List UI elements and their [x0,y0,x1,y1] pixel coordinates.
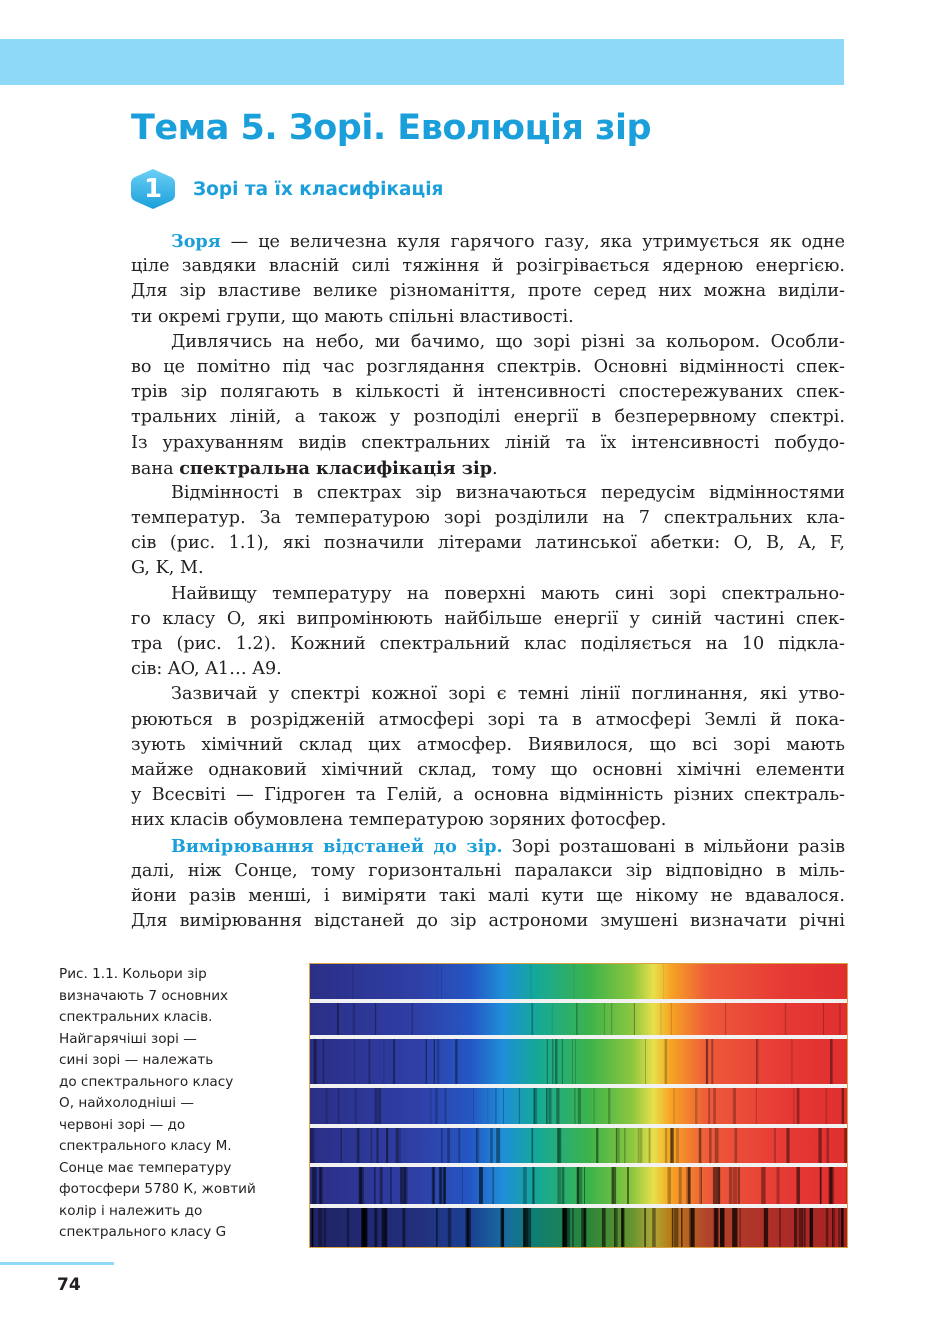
absorption-line [552,1039,554,1084]
text-line: Зазвичай у спектрі кожної зорі є темні лінії поглинання, які утво- [171,684,845,705]
absorption-line [400,1128,401,1163]
absorption-line [435,1088,438,1124]
absorption-line [713,1167,717,1204]
absorption-line [638,1128,640,1163]
absorption-line [734,1128,737,1163]
absorption-line [338,1088,340,1124]
text-line: Найвищу температуру на поверхні мають сині зорі спектрально- [171,583,845,604]
text-line: сів: AO, A1… A9. [131,659,282,680]
absorption-line [576,1003,577,1035]
absorption-line [733,1167,738,1204]
absorption-line [596,1128,598,1163]
absorption-line [649,1128,651,1163]
body-text [131,229,845,934]
absorption-line [434,1039,435,1084]
absorption-line [430,1088,432,1124]
absorption-line [604,1003,605,1035]
absorption-line [523,1167,527,1204]
absorption-line [493,1167,494,1204]
absorption-line [442,1128,443,1163]
top-color-band [0,39,844,85]
absorption-line [612,1167,614,1204]
absorption-line [709,1128,711,1163]
caption-line: сині зорі — належать [59,1052,214,1068]
bottom-rule [0,1262,114,1265]
absorption-line [608,1088,610,1124]
term-distance-measurement: Вимірювання відстаней до зір. [171,835,503,857]
absorption-line [577,1167,579,1204]
text-line: зують хімічний склад цих атмосфер. Виявилося, що всі зорі мають [131,734,845,755]
absorption-line [380,1167,382,1204]
section-number: 1 [143,174,163,204]
section-heading [130,167,443,211]
caption-line: спектрального класу M. [59,1138,232,1154]
absorption-line [774,1128,776,1163]
absorption-line [356,1088,357,1124]
absorption-line [707,1039,708,1084]
absorption-line [820,1167,821,1204]
text-line [131,456,845,481]
absorption-line [572,1039,573,1084]
absorption-line [627,1167,629,1204]
absorption-line [761,1167,765,1204]
absorption-line [830,1039,833,1084]
absorption-line [634,1003,635,1035]
spectrum-separator [310,1035,847,1039]
absorption-line [574,1088,575,1124]
absorption-line [688,1167,691,1204]
text-line: температур. За температурою зорі розділили на 7 спектральних кла- [131,508,845,529]
absorption-line [531,964,532,999]
absorption-line [663,964,664,999]
absorption-line [699,1167,701,1204]
absorption-line [341,1128,343,1163]
absorption-line [616,1128,620,1163]
text-line: ціле завдяки власній силі тяжіння й розігрівається ядерною енергією. [131,256,845,277]
text-line: Для вимірювання відстаней до зір астрономи змушені визначати річні [131,911,845,932]
absorption-line [496,1128,500,1163]
absorption-line [787,1128,789,1163]
text-line: Із урахуванням видів спектральних ліній та їх інтенсивності побудо- [131,432,845,453]
text-line: трів зір полягають в кількості й інтенсивності спостережуваних спек- [131,382,845,403]
absorption-line [560,1128,562,1163]
absorption-line [503,1088,504,1124]
absorption-line [584,1167,585,1204]
absorption-line [645,1039,646,1084]
text-line: Для зір властиве велике різноманіття, проте серед них можна виділи- [131,281,845,302]
absorption-line [353,1003,355,1035]
absorption-line [371,1128,373,1163]
absorption-line [578,1088,581,1124]
absorption-line [378,1088,381,1124]
absorption-line [383,1039,384,1084]
absorption-line [661,1003,662,1035]
absorption-line [495,1088,496,1124]
absorption-line [532,1167,534,1204]
absorption-line [437,1039,439,1084]
stellar-spectra-figure [309,963,848,1248]
absorption-line [473,1088,474,1124]
absorption-line [447,1128,450,1163]
absorption-line [519,1088,520,1124]
absorption-line [823,1003,824,1035]
absorption-line [547,1039,548,1084]
text-span: Зорі розташовані в мільйони разів [502,836,845,857]
spectrum-separator [310,1204,847,1208]
absorption-line [715,1128,719,1163]
spectrum-separator [310,1084,847,1088]
absorption-line [532,1128,534,1163]
absorption-line [400,1167,402,1204]
absorption-line [665,1128,667,1163]
absorption-line [426,1039,428,1084]
absorption-line [699,1128,702,1163]
absorption-line [725,1003,726,1035]
absorption-line [312,1128,315,1163]
absorption-line [458,1128,460,1163]
absorption-line [440,1167,441,1204]
caption-line: спектрального класу G [59,1224,227,1240]
caption-line: Найгарячіші зорі — [59,1030,197,1047]
absorption-line [826,1128,829,1163]
absorption-line [396,1128,400,1163]
absorption-line [375,1088,378,1124]
absorption-line [323,1039,324,1084]
bold-term: спектральна класифікація зір [179,457,492,479]
absorption-line [738,1167,740,1204]
absorption-line [390,1167,392,1204]
absorption-line [432,1167,435,1204]
caption-line: фотосфери 5780 К, жовтий [59,1181,256,1197]
spectrum-shade [310,1208,847,1247]
absorption-line [455,1039,457,1084]
absorption-line [462,1167,463,1204]
absorption-line [358,1128,360,1163]
text-line: G, K, M. [131,558,204,579]
absorption-line [436,964,437,999]
absorption-line [820,1128,823,1163]
absorption-line [665,1039,668,1084]
absorption-line [476,1128,479,1163]
absorption-line [488,1088,489,1124]
text-line: рюються в розрідженій атмосфері зорі та в атмосфері Землі й пока- [131,709,845,730]
absorption-line [671,1128,673,1163]
absorption-line [337,1003,339,1035]
text-line: ти окремі групи, що мають спільні властивості. [131,306,574,327]
absorption-line [562,1167,564,1204]
absorption-line [756,1039,759,1084]
absorption-line [611,1003,612,1035]
absorption-line [846,1167,847,1204]
spectrum-separator [310,999,847,1003]
text-line: Відмінності в спектрах зір визначаються передусім відмінностями [171,482,845,503]
absorption-line [387,1128,388,1163]
caption-line: спектральних класів. [59,1009,213,1025]
absorption-line [575,1039,576,1084]
absorption-line [393,1039,395,1084]
absorption-line [713,1088,716,1124]
absorption-line [718,1167,719,1204]
absorption-line [355,1088,356,1124]
text-line: Дивлячись на небо, ми бачимо, що зорі різні за кольором. Особли- [171,331,845,352]
absorption-line [490,1128,493,1163]
absorption-line [546,1088,547,1124]
caption-line: колір і належить до [59,1202,203,1219]
text-span: . [492,458,498,479]
absorption-line [326,1088,328,1124]
text-line: сів (рис. 1.1), які позначили літерами латинської абетки: O, B, A, F, [131,533,845,554]
absorption-line [479,1167,483,1204]
absorption-line [674,1088,675,1124]
absorption-line [555,1039,558,1084]
absorption-line [375,1003,376,1035]
absorption-line [797,1088,799,1124]
figure-caption [59,964,294,1244]
spectra-image [310,964,847,1247]
absorption-line [548,1088,551,1124]
absorption-line [444,1167,446,1204]
text-line: них класів обумовлена температурою зоряних фотосфер. [131,810,667,831]
absorption-line [312,1167,317,1204]
absorption-line [791,1039,792,1084]
caption-line: O, найхолодніші — [59,1095,194,1111]
absorption-line [534,1088,537,1124]
absorption-line [377,1128,379,1163]
text-line: майже однаковий хімічний склад, тому що основні хімічні елементи [131,759,845,780]
absorption-line [624,1128,625,1163]
caption-line: червоні зорі — до [59,1116,186,1133]
absorption-line [839,1003,840,1035]
absorption-line [374,1167,376,1204]
absorption-line [695,1088,697,1124]
absorption-line [356,1128,357,1163]
text-line: у Всесвіті — Гідроген та Гелій, а основна відмінність різних спектраль- [131,785,845,806]
absorption-line [785,1003,786,1035]
absorption-line [556,1088,559,1124]
text-line: тра (рис. 1.2). Кожний спектральний клас поділяється на 10 підкла- [131,634,845,654]
absorption-line [668,1167,671,1204]
text-line: далі, ніж Сонце, тому горизонтальні паралакси зір відповідно в міль- [131,860,845,881]
absorption-line [729,1167,732,1204]
absorption-line [557,1167,561,1204]
absorption-line [671,1003,672,1035]
term-star: Зоря [171,231,221,252]
absorption-line [733,1088,736,1124]
absorption-line [352,964,354,999]
absorption-line [842,1088,844,1124]
absorption-line [412,1003,413,1035]
absorption-line [354,1039,355,1084]
absorption-line [315,1039,317,1084]
absorption-line [793,1088,794,1124]
caption-line: до спектрального класу [59,1073,234,1090]
absorption-line [797,1167,800,1204]
absorption-line [369,1039,371,1084]
spectrum-separator [310,1124,847,1128]
text-line [131,834,845,859]
absorption-line [825,1088,827,1124]
page-number: 74 [57,1275,81,1295]
text-span: — це величезна куля гарячого газу, яка утримується як одне [220,232,845,252]
absorption-line [640,1128,642,1163]
absorption-line [777,1167,780,1204]
absorption-line [441,1128,442,1163]
spectrum-separator [310,1163,847,1167]
text-line: йони разів менші, і виміряти такі малі кути ще нікому не вдавалося. [131,885,845,906]
absorption-line [320,1167,321,1204]
absorption-line [441,964,442,999]
absorption-line [531,1003,533,1035]
caption-line: Сонце має температуру [59,1159,232,1176]
text-span: вана [131,458,180,479]
absorption-line [405,1167,406,1204]
absorption-line [382,1167,383,1204]
absorption-line [756,1088,757,1124]
section-number-badge-icon [130,168,176,210]
absorption-line [552,1003,553,1035]
section-title: Зорі та їх класифікація [193,178,444,200]
text-line [131,229,845,254]
absorption-line [361,1167,364,1204]
absorption-line [676,1128,679,1163]
text-line: го класу O, які випромінюють найбільше енергії у синій частині спек- [131,608,845,629]
caption-line: визначають 7 основних [59,987,229,1004]
text-line: тральних ліній, а також у розподілі енергії в безперервному спектрі. [131,407,845,428]
absorption-line [573,964,574,999]
text-line: во це помітно під час розглядання спектрів. Основні відмінності спек- [131,356,845,377]
chapter-title: Тема 5. Зорі. Еволюція зір [131,108,652,148]
absorption-line [708,1088,710,1124]
absorption-line [830,1167,834,1204]
caption-line: Рис. 1.1. Кольори зір [59,966,207,982]
absorption-line [679,1167,682,1204]
absorption-line [593,1088,595,1124]
absorption-line [562,1039,563,1084]
absorption-line [445,1088,447,1124]
absorption-line [557,1128,559,1163]
absorption-line [579,1167,582,1204]
absorption-line [844,1128,847,1163]
absorption-line [711,1039,713,1084]
